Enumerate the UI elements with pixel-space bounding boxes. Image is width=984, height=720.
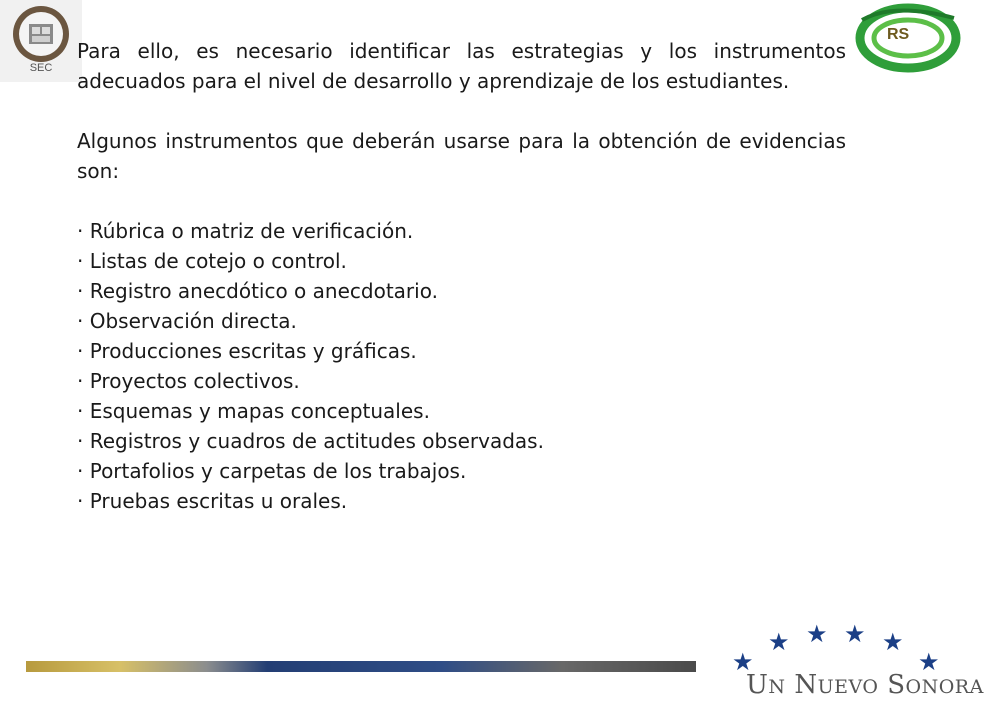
intro-paragraph: Para ello, es necesario identificar las estrategias y los instrumentos adecuados para el nivel de desarrollo y aprendizaje de los estudiantes.: [77, 39, 846, 93]
list-item: · Pruebas escritas u orales.: [77, 489, 348, 513]
un-nuevo-sonora-logo: [710, 620, 984, 720]
star-icon: ★: [882, 628, 904, 656]
instruments-list: [77, 216, 846, 516]
list-item: · Producciones escritas y gráficas.: [77, 339, 417, 363]
star-icon: ★: [806, 620, 828, 648]
list-item: · Observación directa.: [77, 309, 297, 333]
sec-logo-label: SEC: [29, 62, 53, 74]
sec-seal-icon: [9, 4, 73, 64]
list-item: · Portafolios y carpetas de los trabajos.: [77, 459, 467, 483]
list-item: · Listas de cotejo o control.: [77, 249, 347, 273]
sec-logo: [0, 0, 82, 82]
sonora-logo-text: UN NUEVO SONORA: [746, 670, 984, 700]
star-icon: ★: [918, 648, 940, 676]
star-icon: ★: [732, 648, 754, 676]
star-icon: ★: [768, 628, 790, 656]
star-icon: ★: [844, 620, 866, 648]
footer-color-band: [26, 661, 696, 672]
list-item: · Esquemas y mapas conceptuales.: [77, 399, 430, 423]
instruments-intro-paragraph: Algunos instrumentos que deberán usarse para la obtención de evidencias son:: [77, 129, 846, 183]
list-item: · Proyectos colectivos.: [77, 369, 300, 393]
rs-logo-text: RS: [887, 26, 910, 43]
list-item: · Registro anecdótico o anecdotario.: [77, 279, 438, 303]
list-item: · Rúbrica o matriz de verificación.: [77, 219, 414, 243]
slide-content: [77, 36, 846, 516]
rs-logo: [854, 0, 960, 82]
list-item: · Registros y cuadros de actitudes observadas.: [77, 429, 544, 453]
